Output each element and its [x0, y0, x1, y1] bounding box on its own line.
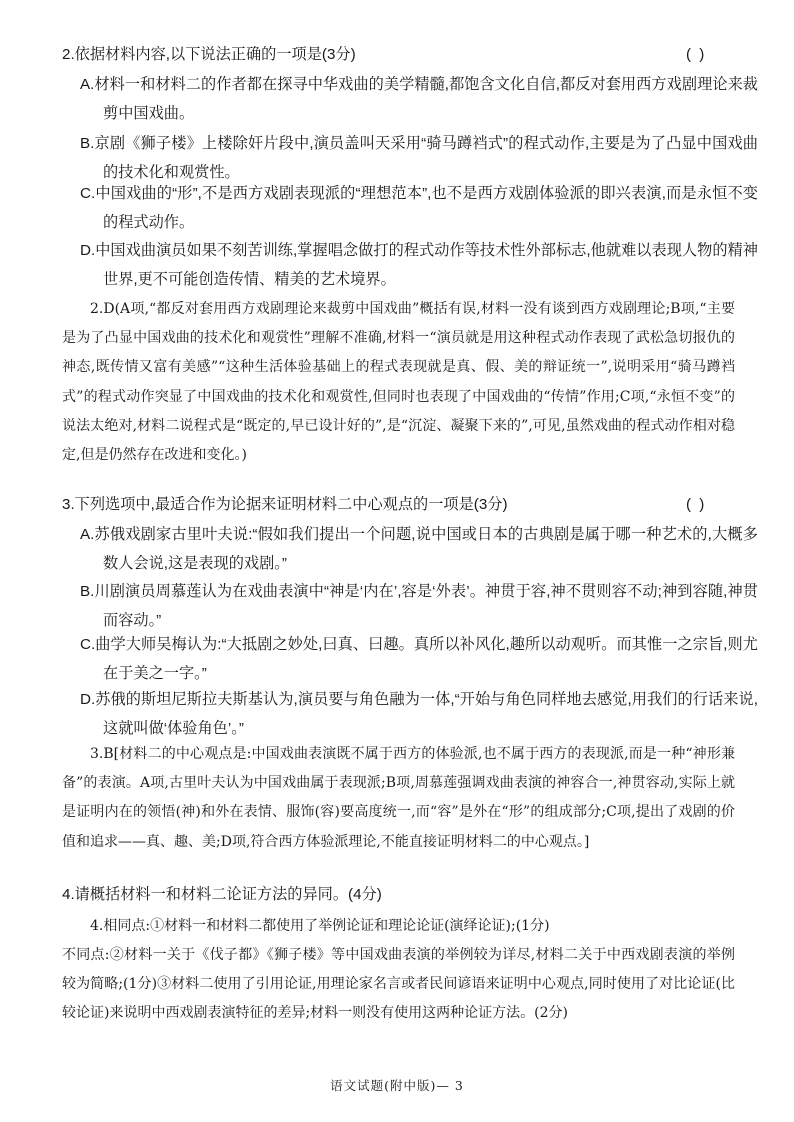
question-3-text: 3.下列选项中,最适合作为论据来证明材料二中心观点的一项是(3分) — [62, 496, 508, 513]
answer-text: 不同点:②材料一关于《伐子都》《狮子楼》等中国戏曲表演的举例较为详尽,材料二关于中西戏剧表演的举例较为简略;(1分)③材料二使用了引用论证,用理论家名言或者民间谚语来证明中心观点,同时使用了对比论证(比较论证)来说明中西戏剧表演特征的差异;材料一则没有使用这两种论证方法。(2分) — [62, 947, 735, 1022]
answer-text: 2.D(A项,“都反对套用西方戏剧理论来裁剪中国戏曲”概括有误,材料一没有谈到西方戏剧理论;B项,“主要是为了凸显中国戏曲的技术化和观赏性”理解不准确,材料一“演员就是用这种程式动作表现了武松急切报仇的神态,既传情又富有美感”“这种生活体验基础上的程式表现就是真、假、美的辩证统一”,说明采用“骑马蹲裆式”的程式动作突显了中国戏曲的技术化和观赏性,但同时也表现了中国戏曲的“传情”作用;C项,“永恒不变”的说法太绝对,材料二说程式是“既定的,早已设计好的”,是“沉淀、凝聚下来的”,可见,虽然戏曲的程式动作相对稳定,但是仍然存在改进和变化。) — [62, 301, 735, 464]
question-4-text: 4.请概括材料一和材料二论证方法的异同。(4分) — [62, 886, 382, 903]
option-text: B.京剧《狮子楼》上楼除奸片段中,演员盖叫天采用“骑马蹲裆式”的程式动作,主要是为了凸显中国戏曲的技术化和观赏性。 — [80, 135, 758, 182]
question-2-answer-blank: ( ) — [686, 46, 707, 63]
option-text: B.川剧演员周慕莲认为在戏曲表演中“神是‘内在’,容是‘外表’。神贯于容,神不贯则容不动;神到容随,神贯而容动。” — [80, 583, 758, 630]
answer-text: 3.B[材料二的中心观点是:中国戏曲表演既不属于西方的体验派,也不属于西方的表现派,而是一种“神形兼备”的表演。A项,古里叶夫认为中国戏曲属于表现派;B项,周慕莲强调戏曲表演的神容合一,神贯容动,实际上就是证明内在的领悟(神)和外在表情、服饰(容)要高度统一,而“容”是外在“形”的组成部分;C项,提出了戏剧的价值和追求——真、趣、美;D项,符合西方体验派理论,不能直接证明材料二的中心观点。] — [62, 746, 735, 850]
option-text: A.苏俄戏剧家古里叶夫说:“假如我们提出一个问题,说中国或日本的古典剧是属于哪一种艺术的,大概多数人会说,这是表现的戏剧。” — [80, 526, 758, 573]
question-2-text: 2.依据材料内容,以下说法正确的一项是(3分) — [62, 46, 356, 63]
answer-text: 4.相同点:①材料一和材料二都使用了举例论证和理论论证(演绎论证);(1分) — [90, 918, 550, 934]
page-footer: 语文试题(附中版)— 3 — [330, 1078, 464, 1093]
option-text: C.曲学大师吴梅认为:“大抵剧之妙处,曰真、曰趣。真所以补风化,趣所以动观听。而其惟一之宗旨,则尤在于美之一字。” — [80, 636, 758, 683]
option-text: C.中国戏曲的“形”,不是西方戏剧表现派的“理想范本”,也不是西方戏剧体验派的即兴表演,而是永恒不变的程式动作。 — [80, 185, 758, 232]
option-text: D.中国戏曲演员如果不刻苦训练,掌握唱念做打的程式动作等技术性外部标志,他就难以表现人物的精神世界,更不可能创造传情、精美的艺术境界。 — [80, 242, 758, 289]
option-text: D.苏俄的斯坦尼斯拉夫斯基认为,演员要与角色融为一体,“开始与角色同样地去感觉,用我们的行话来说,这就叫做‘体验角色’。” — [80, 691, 758, 738]
option-text: A.材料一和材料二的作者都在探寻中华戏曲的美学精髓,都饱含文化自信,都反对套用西方戏剧理论来裁剪中国戏曲。 — [80, 76, 758, 123]
question-3-answer-blank: ( ) — [686, 496, 707, 513]
